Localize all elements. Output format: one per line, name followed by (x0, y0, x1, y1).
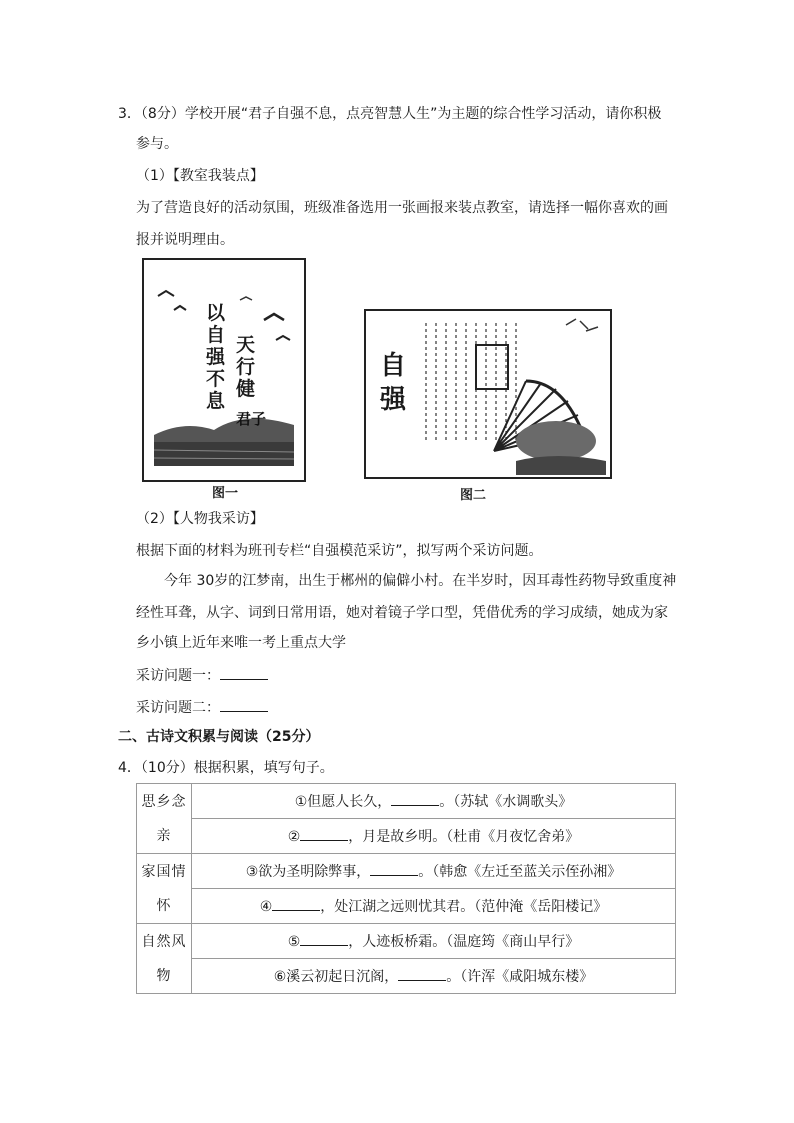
poem-item: ⑥溪云初起日沉阁， 。（许浑《咸阳城东楼》 (192, 959, 676, 994)
interview-question-2-label: 采访问题二： (136, 700, 220, 716)
branch-lines (566, 319, 598, 331)
bird-icon (174, 306, 186, 310)
calligraphy-columns (426, 323, 516, 441)
table-row (137, 924, 676, 959)
answer-blank[interactable] (220, 697, 268, 712)
answer-blank[interactable] (398, 966, 446, 981)
poster-two-art (366, 311, 610, 477)
mountain-shape (154, 419, 294, 442)
poem-item: ② ，月是故乡明。（杜甫《月夜忆舍弟》 (192, 819, 676, 854)
bird-icon (240, 297, 252, 300)
answer-blank[interactable] (300, 931, 348, 946)
category-cell: 思乡念亲 (137, 784, 192, 854)
q3-subtask1-title: （1）【教室我装点】 (136, 168, 264, 184)
q3-intro-line1: 为了营造良好的活动氛围，班级准备选用一张画报来装点教室，请选择一幅你喜欢的画 (136, 200, 668, 216)
q3-material-line3: 乡小镇上近年来唯一考上重点大学 (136, 635, 346, 651)
q3-subtask2-title: （2）【人物我采访】 (136, 511, 264, 527)
q3-material-line2: 经性耳聋，从字、词到日常用语，她对着镜子学口型，凭借优秀的学习成绩，她成为家 (136, 605, 668, 621)
answer-blank[interactable] (391, 791, 439, 806)
category-cell: 家国情怀 (137, 854, 192, 924)
poster-one-text-tail: 君子 (236, 410, 267, 428)
q3-intro-line2: 报并说明理由。 (136, 232, 234, 248)
section-two-heading: 二、古诗文积累与阅读（25分） (118, 729, 320, 745)
landscape-shape (516, 421, 596, 461)
poster-one-text-col1: 以自强不息 (206, 302, 226, 412)
q3-material-line1: 今年 30岁的江梦南，出生于郴州的偏僻小村。在半岁时，因耳毒性药物导致重度神 (164, 573, 677, 589)
bird-icon (276, 336, 290, 340)
interview-question-1-label: 采访问题一： (136, 668, 220, 684)
table-row (137, 854, 676, 889)
q3-prompt-line1: 3．（8分）学校开展“君子自强不息，点亮智慧人生”为主题的综合性学习活动，请你积极 (118, 106, 662, 122)
poster-two-title: 自强 (380, 351, 407, 415)
ground-shape (516, 456, 606, 475)
q3-prompt-line2: 参与。 (136, 136, 178, 152)
poem-item: ③欲为圣明除弊事， 。（韩愈《左迁至蓝关示侄孙湘》 (192, 854, 676, 889)
seal-box (476, 345, 508, 389)
table-row (137, 819, 676, 854)
interview-question-1 (136, 665, 268, 686)
poster-one (142, 258, 306, 482)
q3-task-text: 根据下面的材料为班刊专栏“自强模范采访”，拟写两个采访问题。 (136, 543, 543, 559)
category-cell: 自然风物 (137, 924, 192, 994)
bird-icon (264, 314, 284, 320)
poem-item: ⑤ ，人迹板桥霜。（温庭筠《商山早行》 (192, 924, 676, 959)
poster-one-caption: 图一 (212, 486, 239, 501)
interview-question-2 (136, 697, 268, 718)
bird-icon (158, 291, 174, 296)
table-row (137, 959, 676, 994)
answer-blank[interactable] (370, 861, 418, 876)
answer-blank[interactable] (272, 896, 320, 911)
q4-title: 4．（10分）根据积累，填写句子。 (118, 760, 334, 776)
poem-item: ④ ，处江湖之远则忧其君。（范仲淹《岳阳楼记》 (192, 889, 676, 924)
poster-one-text-col2: 天行健 (236, 334, 256, 400)
table-row (137, 889, 676, 924)
poster-two-caption: 图二 (460, 488, 487, 503)
sea-shape (154, 442, 294, 466)
poem-item: ①但愿人长久， 。（苏轼《水调歌头》 (192, 784, 676, 819)
table-row (137, 784, 676, 819)
poster-two (364, 309, 612, 479)
poem-fill-table (136, 783, 676, 994)
answer-blank[interactable] (220, 665, 268, 680)
answer-blank[interactable] (300, 826, 348, 841)
